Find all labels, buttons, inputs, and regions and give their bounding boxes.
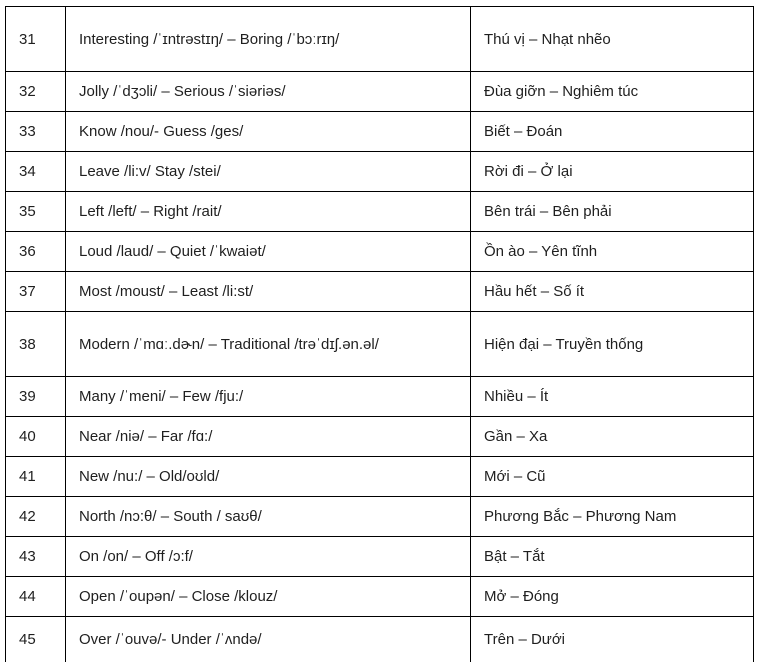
vietnamese-translation: Hiện đại – Truyền thống [471, 312, 754, 377]
table-row [6, 312, 754, 377]
vietnamese-translation: Mới – Cũ [471, 457, 754, 497]
english-word-pair: Near /niə/ – Far /fɑ:/ [66, 417, 471, 457]
row-number: 37 [6, 272, 66, 312]
vietnamese-translation: Ồn ào – Yên tĩnh [471, 232, 754, 272]
vietnamese-translation: Trên – Dưới [471, 617, 754, 662]
vietnamese-translation: Gần – Xa [471, 417, 754, 457]
row-number: 35 [6, 192, 66, 232]
vocabulary-table [5, 6, 754, 662]
table-row [6, 272, 754, 312]
english-word-pair: Most /moust/ – Least /li:st/ [66, 272, 471, 312]
vietnamese-translation: Nhiều – Ít [471, 377, 754, 417]
vietnamese-translation: Biết – Đoán [471, 112, 754, 152]
english-word-pair: Loud /laud/ – Quiet /ˈkwaiət/ [66, 232, 471, 272]
row-number: 33 [6, 112, 66, 152]
english-word-pair: On /on/ – Off /ɔ:f/ [66, 537, 471, 577]
table-row [6, 152, 754, 192]
table-row [6, 112, 754, 152]
vietnamese-translation: Đùa giỡn – Nghiêm túc [471, 72, 754, 112]
english-word-pair: Know /nou/- Guess /ges/ [66, 112, 471, 152]
vietnamese-translation: Phương Bắc – Phương Nam [471, 497, 754, 537]
vietnamese-translation: Thú vị – Nhạt nhẽo [471, 7, 754, 72]
row-number: 44 [6, 577, 66, 617]
english-word-pair: North /nɔ:θ/ – South / saʊθ/ [66, 497, 471, 537]
row-number: 45 [6, 617, 66, 662]
table-row [6, 72, 754, 112]
english-word-pair: Interesting /ˈɪntrəstɪŋ/ – Boring /ˈbɔːrɪŋ/ [66, 7, 471, 72]
table-row [6, 417, 754, 457]
table-row [6, 192, 754, 232]
table-row [6, 577, 754, 617]
table-row [6, 377, 754, 417]
row-number: 43 [6, 537, 66, 577]
row-number: 32 [6, 72, 66, 112]
row-number: 36 [6, 232, 66, 272]
english-word-pair: Left /left/ – Right /rait/ [66, 192, 471, 232]
table-row [6, 537, 754, 577]
row-number: 42 [6, 497, 66, 537]
table-row [6, 617, 754, 662]
table-row [6, 497, 754, 537]
row-number: 39 [6, 377, 66, 417]
vietnamese-translation: Bên trái – Bên phải [471, 192, 754, 232]
vietnamese-translation: Rời đi – Ở lại [471, 152, 754, 192]
row-number: 34 [6, 152, 66, 192]
row-number: 38 [6, 312, 66, 377]
table-row [6, 457, 754, 497]
vietnamese-translation: Bật – Tắt [471, 537, 754, 577]
english-word-pair: Jolly /ˈdʒɔli/ – Serious /ˈsiəriəs/ [66, 72, 471, 112]
english-word-pair: Over /ˈouvə/- Under /ˈʌndə/ [66, 617, 471, 662]
table-row [6, 7, 754, 72]
english-word-pair: Many /ˈmeni/ – Few /fju:/ [66, 377, 471, 417]
row-number: 41 [6, 457, 66, 497]
english-word-pair: New /nu:/ – Old/oʊld/ [66, 457, 471, 497]
row-number: 31 [6, 7, 66, 72]
row-number: 40 [6, 417, 66, 457]
table-row [6, 232, 754, 272]
vietnamese-translation: Hầu hết – Số ít [471, 272, 754, 312]
english-word-pair: Modern /ˈmɑː.dɚn/ – Traditional /trəˈdɪʃ.ən.əl/ [66, 312, 471, 377]
english-word-pair: Open /ˈoupən/ – Close /klouz/ [66, 577, 471, 617]
english-word-pair: Leave /li:v/ Stay /stei/ [66, 152, 471, 192]
vietnamese-translation: Mở – Đóng [471, 577, 754, 617]
